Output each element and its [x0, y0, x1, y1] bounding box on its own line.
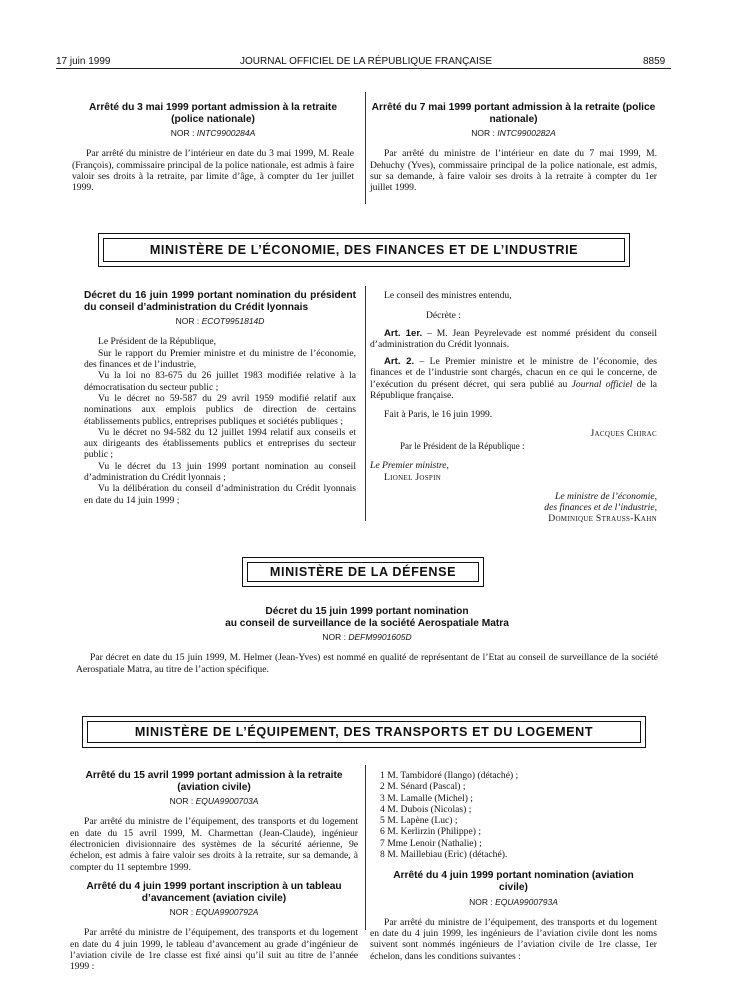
header-rule [56, 68, 671, 69]
nor-code: INTC9900282A [497, 128, 556, 139]
visa: Vu le décret no 59-587 du 29 avril 1959 modifié relatif aux nominations aux emplois publics de direction de certains établissements publics, entreprises publiques et sociétés publiques ; [84, 392, 356, 427]
arrete-body: Par arrêté du ministre de l’équipement, des transports et du logement en date du 4 juin 1999, les ingénieurs de l’aviation civile dont les noms suivent sont nommés ingénieurs de l’aviation civile de 1re classe, 1er échelon, dans les conditions suivantes : [370, 916, 657, 962]
ministry-heading-text: MINISTÈRE DE LA DÉFENSE [269, 565, 457, 579]
nor-label: NOR : [170, 128, 195, 139]
visa: Vu le décret no 94-582 du 12 juillet 1994 relatif aux conseils et aux dirigeants des établissements publics et entreprises du secteur public ; [84, 426, 356, 461]
ministry-heading-economie [98, 233, 630, 267]
list-item: 4 M. Dubois (Nicolas) ; [380, 803, 472, 815]
nor-label: NOR : [471, 128, 495, 139]
nor-code: ECOT9951814D [201, 316, 265, 327]
column-divider [365, 92, 366, 204]
nor-code: INTC9900284A [196, 128, 256, 139]
header-journal: JOURNAL OFFICIEL DE LA RÉPUBLIQUE FRANÇAISE [240, 56, 493, 67]
nor-reference [72, 128, 354, 139]
arrete-title: Arrêté du 15 avril 1999 portant admission à la retraite (aviation civile) [85, 770, 343, 793]
ministry-heading-text: MINISTÈRE DE L’ÉCONOMIE, DES FINANCES ET DE L’INDUSTRIE [149, 243, 579, 257]
arrete-body: Par arrêté du ministre de l’équipement, des transports et du logement en date du 4 juin 1999, le tableau d’avancement au grade d’ingénieur de l’aviation civile de 1re classe est fixé ainsi qu’il suit au titre de l’année 1999 : [70, 927, 358, 973]
nor-label: NOR : [169, 907, 194, 918]
equipement-left-column [70, 770, 358, 973]
arrete-body: Par arrêté du ministre de l’équipement, des transports et du logement en date du 15 avril 1999, M. Charmettan (Jean-Claude), ingénieur électronicien divisionnaire des systèmes de la sécurité aérienne, 9e échelon, est admis à faire valoir ses droits à la retraite, sur sa demande, à compter du 11 septembre 1999. [70, 816, 358, 873]
list-item: 8 M. Maillebiau (Eric) (détaché). [380, 849, 508, 861]
arrete-body: Par arrêté du ministre de l’intérieur en date du 3 mai 1999, M. Reale (François), commissaire principal de la police nationale, est admis à faire valoir ses droits à la retraite, par limite d’âge, à compter du 1er juillet 1999. [72, 148, 354, 194]
nor-code: DEFM9901605D [348, 632, 412, 643]
list-item: 1 M. Tambidoré (Ilango) (détaché) ; [380, 770, 519, 781]
header-date: 17 juin 1999 [56, 56, 111, 67]
visa: Sur le rapport du Premier ministre et du ministre de l’économie, des finances et de l’industrie, [84, 347, 356, 371]
ministre-name: Dominique Strauss-Kahn [548, 513, 657, 525]
premier-ministre-title: Le Premier ministre, [370, 460, 449, 472]
article-2-label: Art. 2. [384, 356, 415, 368]
ministre-title-1: Le ministre de l’économie, [555, 490, 657, 502]
visa: Vu le décret du 13 juin 1999 portant nomination au conseil d’administration du Crédit lyonnais ; [84, 460, 356, 484]
decret-title-line-2: au conseil de surveillance de la société Aerospatiale Matra [225, 617, 509, 629]
nor-label: NOR : [169, 796, 194, 807]
visa: Vu la délibération du conseil d’administration du Crédit lyonnais en date du 14 juin 1999 ; [84, 483, 356, 506]
equipement-right-column [370, 770, 657, 962]
signer-president: Jacques Chirac [590, 427, 657, 439]
arrete-title: Arrêté du 4 juin 1999 portant nomination (aviation civile) [393, 870, 634, 893]
arrete-3-mai [72, 102, 354, 194]
article-2-text-b: de la République française. [370, 378, 657, 402]
ministry-heading-defense [242, 557, 484, 587]
nor-code: EQUA9900793A [495, 896, 558, 907]
decrete: Décrète : [426, 310, 461, 322]
decret-title: Décret du 16 juin 1999 portant nomination du président du conseil d’administration du Crédit lyonnais [84, 290, 356, 313]
arrete-title: Arrêté du 4 juin 1999 portant inscription à un tableau d’avancement (aviation civile) [86, 880, 342, 904]
decret-title-line-1: Décret du 15 juin 1999 portant nomination [265, 606, 469, 617]
nor-code: EQUA9900792A [195, 907, 259, 918]
list-item: 5 M. Lapène (Luc) ; [380, 815, 458, 827]
article-1 [370, 328, 657, 351]
article-2 [370, 356, 657, 401]
nor-reference [84, 316, 356, 327]
nor-reference [70, 907, 358, 918]
fait-a-paris: Fait à Paris, le 16 juin 1999. [384, 409, 493, 421]
nor-label: NOR : [175, 316, 200, 327]
article-2-text-a: – Le Premier ministre et le ministre de l’économie, des finances et de l’industrie sont chargés, chacun en ce qui le concerne, de l’exécution du présent décret, qui sera publié au [370, 356, 657, 390]
list-item: 2 M. Sénard (Pascal) ; [380, 781, 466, 793]
column-divider [365, 765, 366, 930]
conseil-entendu: Le conseil des ministres entendu, [384, 290, 512, 301]
arrete-body: Par arrêté du ministre de l’intérieur en date du 7 mai 1999, M. Dehuchy (Yves), commissaire principal de la police nationale, est admis, sur sa demande, à faire valoir ses droits à la retraite à compter du 1er juillet 1999. [370, 148, 657, 194]
premier-ministre-name: Lionel Jospin [384, 471, 442, 483]
article-1-text: – M. Jean Peyrelevade est nommé président du conseil d’administration du Crédit lyonnais. [370, 327, 657, 350]
nor-reference [370, 128, 657, 139]
list-item: 7 Mme Lenoir (Nathalie) ; [380, 837, 482, 849]
nor-reference [76, 632, 658, 643]
list-item: 3 M. Lamalle (Michel) ; [380, 792, 473, 804]
par-le-president: Par le Président de la République : [400, 440, 525, 451]
journal-officiel: Journal officiel [571, 378, 633, 390]
header-page-number: 8859 [643, 56, 666, 67]
nor-reference [370, 897, 657, 908]
ministry-heading-equipement [82, 716, 646, 748]
nor-label: NOR : [469, 896, 493, 907]
nor-reference [70, 796, 358, 807]
arrete-title: Arrêté du 7 mai 1999 portant admission à la retraite (police nationale) [371, 102, 656, 125]
nor-code: EQUA9900703A [195, 796, 259, 807]
nor-label: NOR : [322, 632, 346, 643]
ministre-title-2: des finances et de l’industrie, [544, 502, 657, 514]
ministry-heading-text: MINISTÈRE DE L’ÉQUIPEMENT, DES TRANSPORTS ET DU LOGEMENT [134, 725, 594, 739]
decret-body: Par décret en date du 15 juin 1999, M. Helmer (Jean-Yves) est nommé en qualité de représentant de l’Etat au conseil de surveillance de la société Aerospatiale Matra, au titre de l’action spécifique. [76, 652, 658, 675]
arrete-7-mai [370, 102, 657, 194]
list-item: 6 M. Kerlirzin (Philippe) ; [380, 826, 481, 838]
visa: Vu la loi no 83-675 du 26 juillet 1983 modifiée relative à la démocratisation du secteur public ; [84, 370, 356, 393]
column-divider [365, 286, 366, 521]
decret-intro: Le Président de la République, [98, 336, 217, 348]
arrete-title: Arrêté du 3 mai 1999 portant admission à la retraite (police nationale) [89, 102, 337, 125]
tableau-avancement-list [380, 770, 657, 860]
decret-credit-lyonnais-right [370, 290, 657, 525]
decret-credit-lyonnais-left [84, 290, 356, 506]
article-1-label: Art. 1er. [384, 327, 423, 339]
decret-aerospatiale [76, 606, 658, 675]
